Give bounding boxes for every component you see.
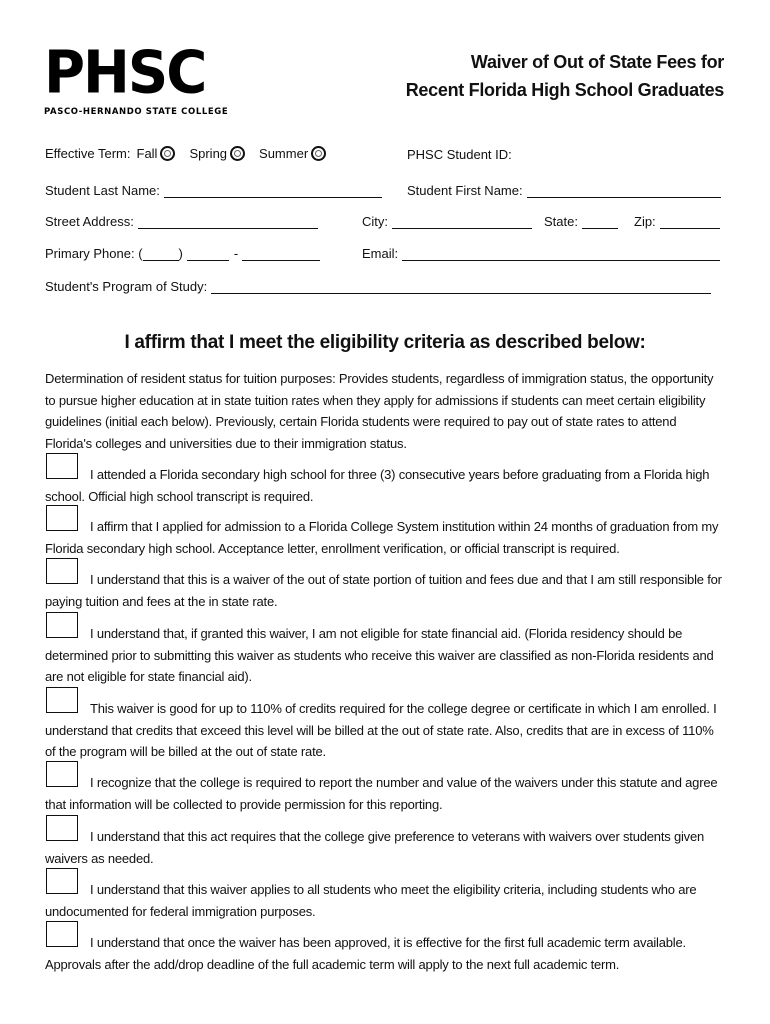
- initials-box[interactable]: [46, 505, 78, 531]
- term-option-summer[interactable]: [259, 146, 334, 161]
- email-field[interactable]: [402, 248, 720, 261]
- zip-row: [634, 214, 720, 229]
- initials-box[interactable]: [46, 761, 78, 787]
- criterion-text: I attended a Florida secondary high school for three (3) consecutive years before graduating from a Florida high school. Official high school transcript is required.: [45, 467, 710, 504]
- criterion-text: I understand that this waiver applies to all students who meet the eligibility criteria, including students who are undocumented for federal immigration purposes.: [45, 882, 697, 919]
- phone-area-code-field[interactable]: [143, 248, 179, 261]
- term-summer-label: Summer: [259, 146, 309, 161]
- form-title: [406, 48, 724, 104]
- form-title-line-1: Waiver of Out of State Fees for: [470, 52, 724, 72]
- email-label: Email:: [362, 246, 399, 261]
- initials-box[interactable]: [46, 815, 78, 841]
- state-field[interactable]: [582, 216, 618, 229]
- last-name-label: Student Last Name:: [45, 183, 160, 198]
- last-name-row: [45, 183, 382, 198]
- first-name-field[interactable]: [527, 185, 721, 198]
- program-row: [45, 279, 711, 294]
- criterion-text: I understand that this is a waiver of the out of state portion of tuition and fees due and that I am still responsible for paying tuition and fees at the in state rate.: [45, 572, 722, 609]
- city-label: City:: [362, 214, 388, 229]
- term-spring-label: Spring: [189, 146, 228, 161]
- criterion-text: This waiver is good for up to 110% of credits required for the college degree or certificate in which I am enrolled. I understand that credits that exceed this level will be billed at the out of state rate. Also, credits that are in excess of 110% of the program will be billed at the out of state rate.: [45, 701, 717, 759]
- zip-field[interactable]: [660, 216, 720, 229]
- initials-box[interactable]: [46, 453, 78, 479]
- effective-term-row: [45, 146, 340, 161]
- street-field[interactable]: [138, 216, 318, 229]
- criterion-item: [45, 516, 727, 559]
- phone-prefix-field[interactable]: [187, 248, 229, 261]
- criterion-item: [45, 623, 727, 688]
- term-fall-radio[interactable]: [160, 146, 175, 161]
- initials-box[interactable]: [46, 868, 78, 894]
- student-id-label: PHSC Student ID:: [407, 147, 512, 162]
- phone-row: [45, 246, 320, 261]
- criterion-item: [45, 569, 727, 612]
- logo-wordmark: PHSC: [44, 38, 206, 107]
- first-name-row: [407, 183, 721, 198]
- initials-box[interactable]: [46, 612, 78, 638]
- phone-label: Primary Phone: (: [45, 246, 143, 261]
- college-logo: [44, 38, 229, 117]
- phone-line-field[interactable]: [242, 248, 320, 261]
- criterion-item: [45, 879, 727, 922]
- city-row: [362, 214, 532, 229]
- term-option-fall[interactable]: [137, 146, 184, 161]
- criterion-item: [45, 464, 727, 507]
- last-name-field[interactable]: [164, 185, 382, 198]
- criterion-item: [45, 826, 727, 869]
- initials-box[interactable]: [46, 921, 78, 947]
- criterion-text: I understand that once the waiver has been approved, it is effective for the first full academic term available. Approvals after the add/drop deadline of the full academic term will apply to the next full academic term.: [45, 935, 686, 972]
- criterion-text: I understand that this act requires that the college give preference to veterans with waivers over students given waivers as needed.: [45, 829, 705, 866]
- term-fall-label: Fall: [136, 146, 158, 161]
- form-title-line-2: Recent Florida High School Graduates: [405, 80, 724, 100]
- city-field[interactable]: [392, 216, 532, 229]
- effective-term-label: Effective Term:: [45, 146, 131, 161]
- zip-label: Zip:: [634, 214, 656, 229]
- logo-subtitle: PASCO-HERNANDO STATE COLLEGE: [44, 107, 229, 117]
- criterion-text: I recognize that the college is required to report the number and value of the waivers under this statute and agree that information will be collected to provide permission for this reporting.: [45, 775, 718, 812]
- criterion-item: [45, 772, 727, 815]
- criterion-item: [45, 932, 727, 975]
- criterion-text: I understand that, if granted this waiver, I am not eligible for state financial aid. (Florida residency should be determined prior to submitting this waiver as students who receive this waiver are classified as non-Florida residents and are not eligible for state financial aid).: [45, 626, 714, 684]
- state-row: [544, 214, 618, 229]
- state-label: State:: [544, 214, 578, 229]
- email-row: [362, 246, 720, 261]
- term-summer-radio[interactable]: [311, 146, 326, 161]
- phone-dash: -: [233, 246, 239, 261]
- intro-paragraph: Determination of resident status for tuition purposes: Provides students, regardless of immigration status, the opportunity to pursue higher education at in state tuition rates when they apply for admissions if students can meet certain eligibility guidelines (initial each below). Previously, certain Florida students were required to pay out of state rates to attend Florida's colleges and universities due to their immigration status.: [45, 371, 714, 451]
- criterion-item: [45, 698, 727, 763]
- term-option-spring[interactable]: [189, 146, 253, 161]
- first-name-label: Student First Name:: [407, 183, 523, 198]
- initials-box[interactable]: [46, 558, 78, 584]
- affirm-heading: I affirm that I meet the eligibility criteria as described below:: [124, 332, 646, 353]
- term-spring-radio[interactable]: [230, 146, 245, 161]
- criterion-text: I affirm that I applied for admission to a Florida College System institution within 24 months of graduation from my Florida secondary high school. Acceptance letter, enrollment verification, or official transcript is required.: [45, 519, 719, 556]
- student-id-row: [407, 147, 512, 162]
- street-label: Street Address:: [45, 214, 134, 229]
- program-field[interactable]: [211, 281, 711, 294]
- phone-paren-close: ): [178, 246, 183, 261]
- street-row: [45, 214, 318, 229]
- program-label: Student's Program of Study:: [45, 279, 208, 294]
- initials-box[interactable]: [46, 687, 78, 713]
